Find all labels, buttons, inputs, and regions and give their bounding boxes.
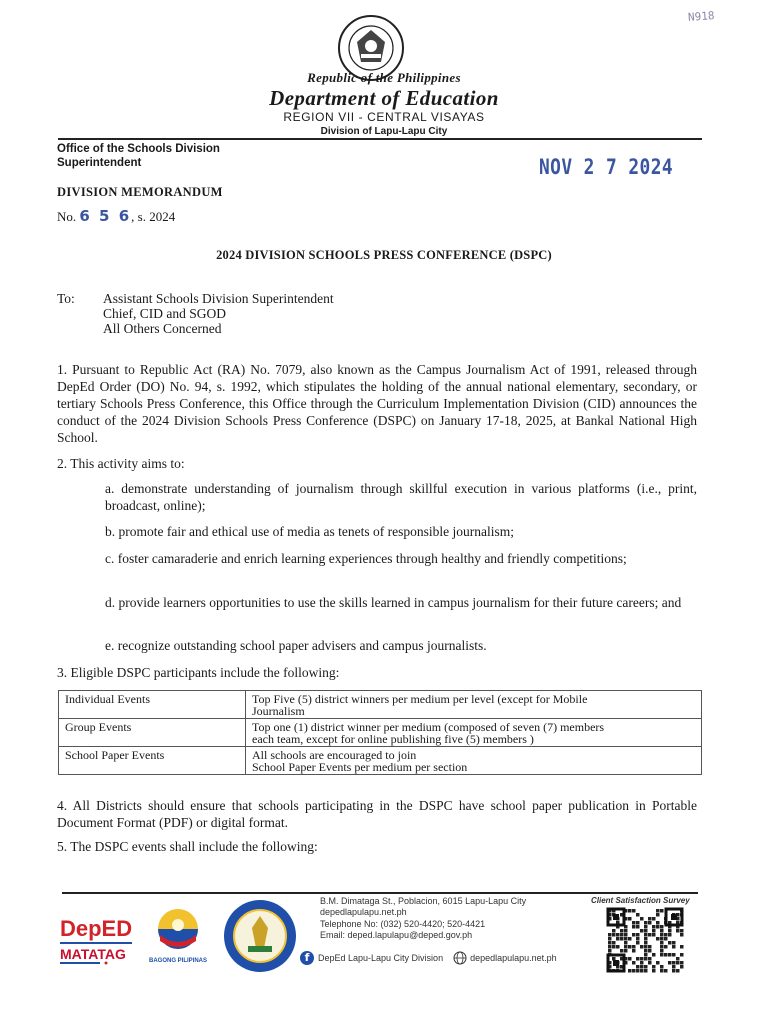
survey-label: Client Satisfaction Survey	[591, 896, 690, 905]
participants-table	[58, 690, 702, 775]
table-cell-category: Group Events	[59, 719, 246, 747]
recipient: All Others Concerned	[103, 321, 222, 336]
svg-text:BAGONG PILIPINAS: BAGONG PILIPINAS	[148, 958, 208, 964]
website-line: depedlapulapu.net.ph	[320, 907, 407, 918]
svg-text:DepED: DepED	[60, 916, 133, 941]
memo-number-line	[57, 207, 175, 225]
description-line: Top Five (5) district winners per medium per level (except for Mobile	[252, 692, 588, 706]
description-line: each team, except for online publishing five (5) members )	[252, 732, 534, 746]
description-line: All schools are encouraged to join	[252, 748, 417, 762]
qr-code-icon	[606, 907, 684, 973]
facebook-icon: f	[300, 951, 314, 965]
memo-series: , s. 2024	[131, 209, 176, 224]
table-cell-description	[246, 747, 702, 775]
bagong-pilipinas-logo	[146, 905, 210, 965]
description-line: School Paper Events per medium per section	[252, 760, 468, 774]
website: depedlapulapu.net.ph	[470, 953, 557, 963]
department-heading: Department of Education	[269, 86, 499, 110]
aim-item: b. promote fair and ethical use of media as tenets of responsible journalism;	[105, 524, 515, 539]
paragraph-1: 1. Pursuant to Republic Act (RA) No. 7079, also known as the Campus Journalism Act of 1991, released through DepEd Order (DO) No. 94, s. 1992, which stipulates the holding of the annual national elementary, secondary, or tertiary Schools Press Conference, this Office through the Curriculum Implementation Division (CID) announces the conduct of the 2024 Division Schools Press Conference (DSPC) on January 17-18, 2025, at Bankal National High School.	[57, 362, 697, 445]
table-cell-description	[246, 691, 702, 719]
contact-info	[320, 896, 526, 941]
handwritten-corner-note: N918	[687, 9, 715, 24]
social-links	[300, 951, 557, 965]
globe-icon	[453, 951, 467, 965]
office-name: Office of the Schools Division Superintendent	[57, 143, 220, 169]
aim-item: d. provide learners opportunities to use the skills learned in campus journalism for their future careers; and	[105, 595, 682, 610]
header-divider	[58, 138, 702, 140]
paragraph-4: 4. All Districts should ensure that schools participating in the DSPC have school paper publication in Portable Document Format (PDF) or digital format.	[57, 798, 697, 830]
republic-heading: Republic of the Philippines	[307, 70, 461, 85]
table-row	[59, 691, 702, 719]
address: B.M. Dimataga St., Poblacion, 6015 Lapu-Lapu City	[320, 896, 527, 906]
description-line: Top one (1) district winner per medium (composed of seven (7) members	[252, 720, 605, 734]
table-row	[59, 719, 702, 747]
date-stamp: NOV 2 7 2024	[539, 155, 674, 179]
telephone: Telephone No: (032) 520-4420; 520-4421	[320, 918, 486, 929]
paragraph-3: 3. Eligible DSPC participants include the following:	[57, 665, 340, 680]
memo-number: 6 5 6	[79, 207, 132, 225]
aim-item: a. demonstrate understanding of journalism through skillful execution in various platforms (i.e., print, broadcast, online);	[105, 481, 697, 513]
division-seal-icon	[222, 898, 298, 974]
table-cell-category: School Paper Events	[59, 747, 246, 775]
table-row	[59, 747, 702, 775]
email: Email: deped.lapulapu@deped.gov.ph	[320, 929, 473, 940]
aim-item: c. foster camaraderie and enrich learning experiences through healthy and friendly competitions;	[105, 551, 627, 566]
facebook-page: DepEd Lapu-Lapu City Division	[318, 953, 444, 963]
memo-subject: 2024 DIVISION SCHOOLS PRESS CONFERENCE (DSPC)	[216, 248, 552, 262]
region-heading: REGION VII - CENTRAL VISAYAS	[283, 110, 485, 124]
recipient: Assistant Schools Division Superintendent	[103, 291, 334, 306]
paragraph-5: 5. The DSPC events shall include the following:	[57, 839, 318, 854]
table-cell-description	[246, 719, 702, 747]
recipient: Chief, CID and SGOD	[103, 306, 226, 321]
deped-matatag-logo	[60, 912, 136, 966]
paragraph-2: 2. This activity aims to:	[57, 456, 185, 471]
description-line: Journalism	[252, 704, 305, 718]
aim-item: e. recognize outstanding school paper advisers and campus journalists.	[105, 638, 487, 653]
memo-no-prefix: No.	[57, 209, 77, 224]
svg-text:MATATAG: MATATAG	[60, 946, 126, 962]
footer-divider	[62, 892, 698, 894]
memo-title: DIVISION MEMORANDUM	[57, 185, 223, 199]
to-label: To:	[57, 291, 75, 306]
division-heading: Division of Lapu-Lapu City	[320, 126, 448, 137]
recipient-list	[103, 291, 334, 336]
table-cell-category: Individual Events	[59, 691, 246, 719]
